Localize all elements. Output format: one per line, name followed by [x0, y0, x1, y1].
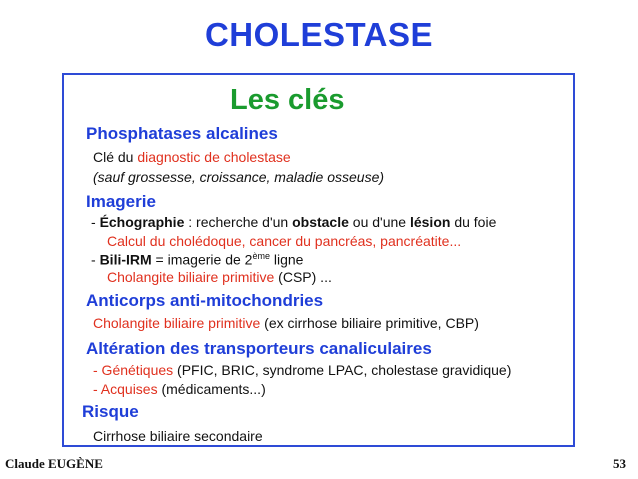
bold-term: Bili-IRM	[99, 251, 152, 268]
text-segment: : recherche d'un	[184, 214, 293, 230]
bold-term: lésion	[409, 214, 451, 230]
text-segment: Clé du	[93, 149, 138, 165]
echographie-line	[91, 214, 496, 230]
text-segment: (CSP) ...	[274, 269, 332, 285]
heading-phosphatases: Phosphatases alcalines	[86, 124, 278, 143]
heading-anticorps: Anticorps anti-mitochondries	[86, 291, 324, 310]
phosphatases-line-1	[93, 149, 291, 165]
anticorps-line	[93, 315, 479, 331]
text-segment: ligne	[269, 251, 304, 268]
footer-author: Claude EUGÈNE	[5, 456, 103, 471]
heading-alteration: Altération des transporteurs canaliculaires	[86, 339, 432, 358]
text-segment: -	[91, 251, 100, 268]
text-segment: = imagerie de 2	[151, 251, 253, 268]
text-segment: (PFIC, BRIC, syndrome LPAC, cholestase gravidique)	[173, 362, 512, 378]
text-segment: ou d'une	[348, 214, 410, 230]
highlight-text: Cholangite biliaire primitive	[107, 269, 275, 285]
text-segment: -	[91, 214, 100, 230]
phosphatases-line-2: (sauf grossesse, croissance, maladie osseuse)	[93, 169, 385, 185]
text-segment: (médicaments...)	[157, 381, 266, 397]
risque-line: Cirrhose biliaire secondaire	[93, 428, 263, 444]
acquises-line	[93, 381, 266, 397]
subtitle: Les clés	[230, 84, 345, 116]
heading-risque: Risque	[82, 402, 139, 421]
slide-title: CHOLESTASE	[204, 16, 434, 53]
bold-term: obstacle	[292, 214, 349, 230]
highlight-text: - Génétiques	[93, 362, 174, 378]
highlight-text: diagnostic de cholestase	[137, 149, 291, 165]
highlight-text: - Acquises	[93, 381, 158, 397]
echographie-causes: Calcul du cholédoque, cancer du pancréas, pancréatite...	[107, 233, 462, 249]
superscript: ème	[252, 251, 270, 261]
highlight-text: Cholangite biliaire primitive	[93, 315, 261, 331]
bili-irm-indication	[107, 269, 332, 285]
page-number: 53	[613, 456, 626, 471]
text-segment: du foie	[450, 214, 497, 230]
text-segment: (ex cirrhose biliaire primitive, CBP)	[260, 315, 479, 331]
bold-term: Échographie	[99, 214, 185, 230]
bili-irm-line	[91, 251, 303, 268]
genetiques-line	[93, 362, 511, 378]
heading-imagerie: Imagerie	[86, 192, 156, 211]
